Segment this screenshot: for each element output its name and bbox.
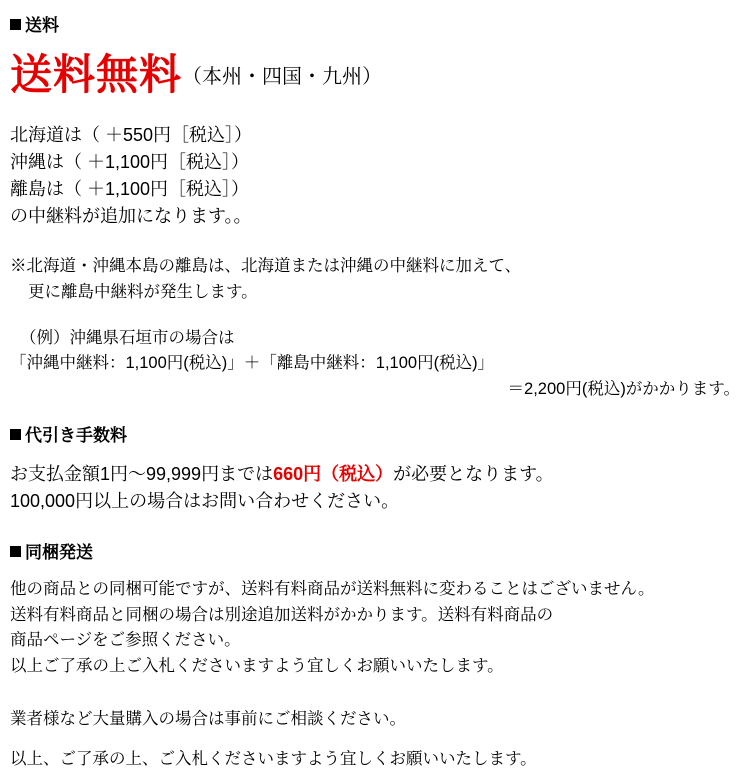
- island-note-line: 更に離島中継料が発生します。: [28, 282, 258, 301]
- cod-fee-line: [10, 461, 740, 488]
- bundle-line: 他の商品との同梱可能ですが、送料有料商品が送料無料に変わることはございません。: [10, 579, 655, 598]
- closing-text: [10, 707, 740, 772]
- example-line: 「沖縄中継料：1,100円(税込)」＋「離島中継料：1,100円(税込)」: [10, 354, 495, 373]
- shipping-heading: [10, 16, 740, 36]
- spacer: [10, 679, 740, 707]
- bundle-line: 商品ページをご参照ください。: [10, 631, 241, 650]
- free-shipping-label: 送料無料: [10, 51, 183, 99]
- surcharge-line: の中継料が追加になります。。: [10, 206, 252, 227]
- spacer: [10, 402, 740, 426]
- cod-fee-amount: 660円（税込）: [273, 463, 394, 484]
- surcharge-line: 北海道は（ ＋550円［税込］）: [10, 125, 253, 146]
- bullet-square-icon: [10, 19, 21, 30]
- cod-fee-prefix: お支払金額1円〜99,999円までは: [10, 463, 274, 484]
- cod-heading-label: 代引き手数料: [25, 426, 127, 446]
- closing-line: 業者様など大量購入の場合は事前にご相談ください。: [10, 710, 406, 729]
- closing-line: 以上、ご了承の上、ご入札くださいますよう宜しくお願いいたします。: [10, 749, 537, 768]
- spacer: [10, 733, 740, 747]
- island-note: [10, 254, 740, 305]
- shipping-heading-label: 送料: [25, 16, 59, 35]
- bundle-line: 以上ご了承の上ご入札くださいますよう宜しくお願いいたします。: [10, 656, 504, 675]
- bullet-square-icon: [10, 546, 21, 557]
- cod-fee-suffix: が必要となります。: [393, 463, 554, 484]
- free-shipping-region: （本州・四国・九州）: [182, 66, 383, 89]
- bundle-heading: [10, 543, 740, 563]
- cod-contact-line: 100,000円以上の場合はお問い合わせください。: [10, 490, 400, 511]
- spacer: [10, 563, 740, 577]
- bundle-text: [10, 577, 740, 679]
- example-line: （例）沖縄県石垣市の場合は: [20, 328, 235, 347]
- bundle-heading-label: 同梱発送: [25, 542, 93, 562]
- example-total: ＝2,200円(税込)がかかります。: [507, 379, 740, 398]
- spacer: [10, 515, 740, 543]
- bundle-line: 送料有料商品と同梱の場合は別途追加送料がかかります。送料有料商品の: [10, 605, 554, 624]
- free-shipping-banner: [10, 42, 740, 102]
- surcharge-list: [10, 122, 740, 230]
- island-note-line: ※北海道・沖縄本島の離島は、北海道または沖縄の中継料に加えて、: [10, 257, 522, 276]
- surcharge-line: 沖縄は（ ＋1,100円［税込］）: [10, 152, 250, 173]
- spacer: [10, 447, 740, 461]
- surcharge-line: 離島は（ ＋1,100円［税込］）: [10, 179, 250, 200]
- bullet-square-icon: [10, 429, 21, 440]
- spacer: [10, 306, 740, 326]
- spacer: [10, 230, 740, 254]
- island-example: [10, 326, 740, 403]
- spacer: [10, 102, 740, 122]
- cod-heading: [10, 426, 740, 446]
